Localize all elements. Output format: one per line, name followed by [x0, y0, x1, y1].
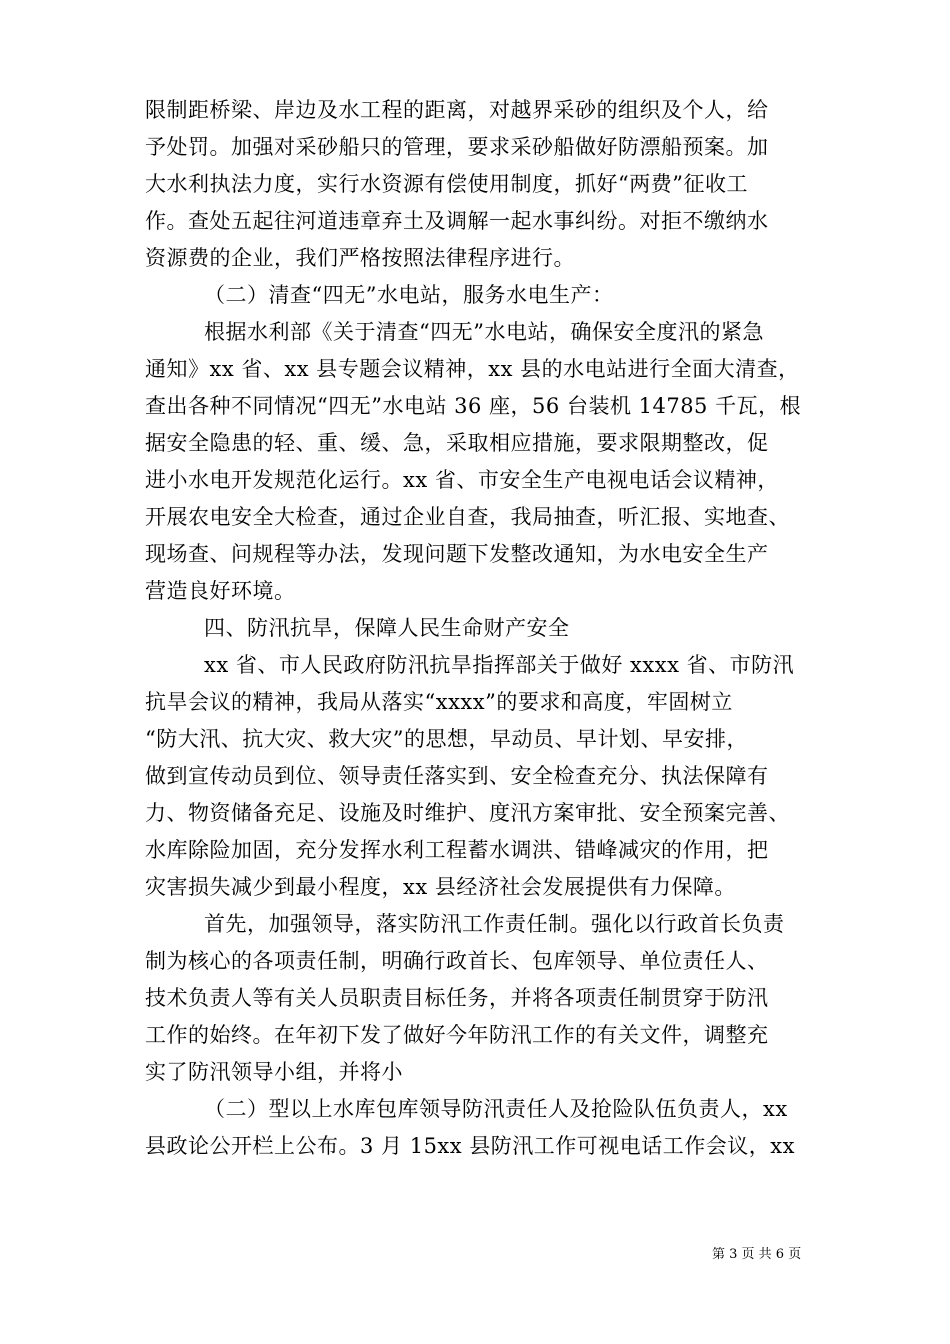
paragraph-line: 灾害损失减少到最小程度，xx 县经济社会发展提供有力保障。	[145, 875, 736, 899]
paragraph-line: 现场查、问规程等办法，发现问题下发整改通知，为水电安全生产	[145, 542, 769, 566]
page-number: 第 3 页 共 6 页	[712, 1247, 802, 1262]
paragraph-line: 查出各种不同情况“四无”水电站 36 座，56 台装机 14785 千瓦，根	[145, 394, 802, 418]
paragraph-line: 营造良好环境。	[145, 579, 296, 603]
paragraph-line: 资源费的企业，我们严格按照法律程序进行。	[145, 246, 575, 270]
paragraph-line: 县政论公开栏上公布。3 月 15xx 县防汛工作可视电话工作会议，xx	[145, 1134, 795, 1158]
paragraph-line: 工作的始终。在年初下发了做好今年防汛工作的有关文件，调整充	[145, 1023, 769, 1047]
paragraph-line: 大水利执法力度，实行水资源有偿使用制度，抓好“两费”征收工	[145, 172, 748, 196]
paragraph-line: 做到宣传动员到位、领导责任落实到、安全检查充分、执法保障有	[145, 764, 769, 788]
paragraph-line: 首先，加强领导，落实防汛工作责任制。强化以行政首长负责	[204, 912, 785, 936]
section-heading: （二）清查“四无”水电站，服务水电生产：	[204, 283, 614, 307]
section-heading: 四、防汛抗旱，保障人民生命财产安全	[204, 616, 570, 640]
paragraph-line: 制为核心的各项责任制，明确行政首长、包库领导、单位责任人、	[145, 949, 769, 973]
paragraph-line: “防大汛、抗大灾、救大灾”的思想，早动员、早计划、早安排，	[145, 727, 748, 751]
paragraph-line: （二）型以上水库包库领导防汛责任人及抢险队伍负责人，xx	[204, 1097, 788, 1121]
paragraph-line: 抗旱会议的精神，我局从落实“xxxx”的要求和高度，牢固树立	[145, 690, 733, 714]
paragraph-line: 技术负责人等有关人员职责目标任务，并将各项责任制贯穿于防汛	[145, 986, 769, 1010]
paragraph-line: xx 省、市人民政府防汛抗旱指挥部关于做好 xxxx 省、市防汛	[204, 653, 795, 677]
paragraph-line: 限制距桥梁、岸边及水工程的距离，对越界采砂的组织及个人，给	[145, 98, 769, 122]
paragraph-line: 作。查处五起往河道违章弃土及调解一起水事纠纷。对拒不缴纳水	[145, 209, 769, 233]
paragraph-line: 通知》xx 省、xx 县专题会议精神，xx 县的水电站进行全面大清查，	[145, 357, 800, 381]
paragraph-line: 进小水电开发规范化运行。xx 省、市安全生产电视电话会议精神，	[145, 468, 779, 492]
paragraph-line: 实了防汛领导小组，并将小	[145, 1060, 403, 1084]
paragraph-line: 水库除险加固，充分发挥水利工程蓄水调洪、错峰减灾的作用，把	[145, 838, 769, 862]
paragraph-line: 根据水利部《关于清查“四无”水电站，确保安全度汛的紧急	[204, 320, 764, 344]
paragraph-line: 据安全隐患的轻、重、缓、急，采取相应措施，要求限期整改，促	[145, 431, 769, 455]
paragraph-line: 力、物资储备充足、设施及时维护、度汛方案审批、安全预案完善、	[145, 801, 790, 825]
paragraph-line: 予处罚。加强对采砂船只的管理，要求采砂船做好防漂船预案。加	[145, 135, 769, 159]
paragraph-line: 开展农电安全大检查，通过企业自查，我局抽查，听汇报、实地查、	[145, 505, 790, 529]
